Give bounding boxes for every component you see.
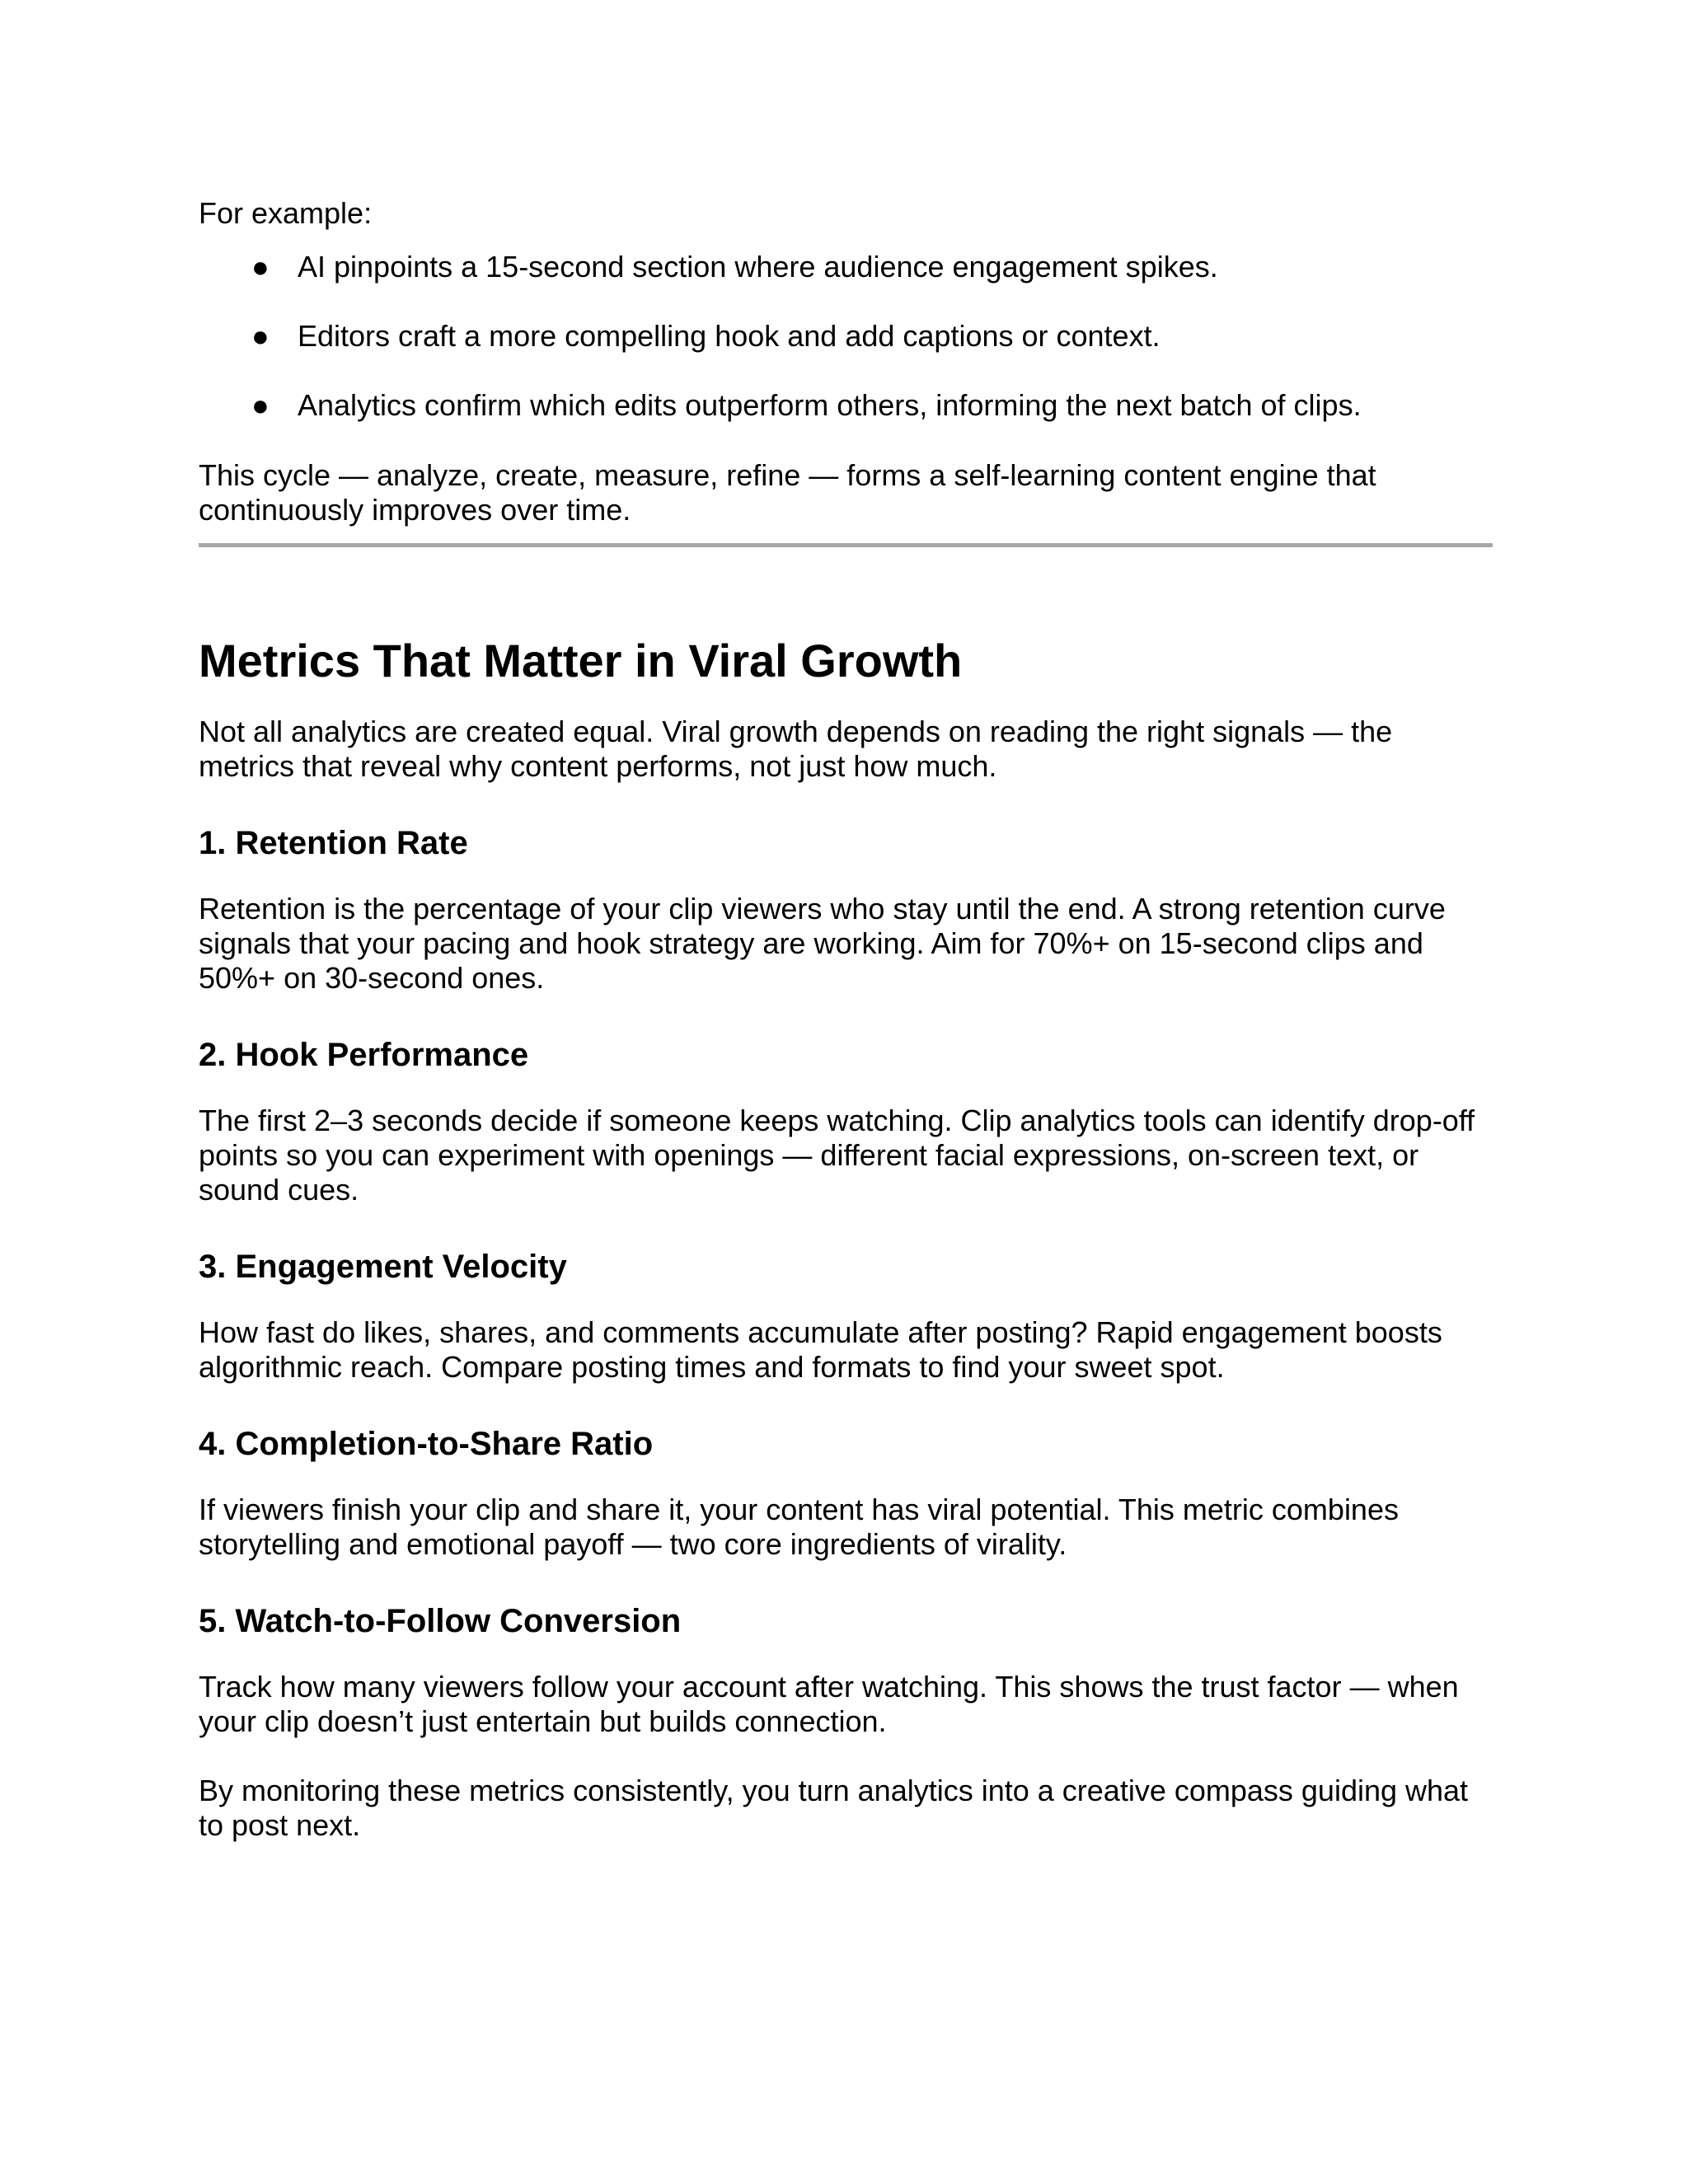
- cycle-paragraph: This cycle — analyze, create, measure, refine — forms a self-learning content engine that continuously improves over time.: [199, 458, 1376, 527]
- metric-heading-engagement-velocity: 3. Engagement Velocity: [199, 1249, 567, 1285]
- metric-text-retention-rate: Retention is the percentage of your clip viewers who stay until the end. A strong retention curve signals that your pacing and hook strategy are working. Aim for 70%+ on 15-second clips and 50%+ on 30-second ones.: [199, 892, 1446, 995]
- list-item-text: AI pinpoints a 15-second section where audience engagement spikes.: [298, 250, 1218, 284]
- example-list: [199, 250, 1493, 423]
- metric-text-engagement-velocity: How fast do likes, shares, and comments accumulate after posting? Rapid engagement boosts algorithmic reach. Compare posting times and formats to find your sweet spot.: [199, 1315, 1442, 1384]
- list-item: [199, 388, 1493, 423]
- intro-text: For example:: [199, 196, 373, 230]
- horizontal-divider: [199, 543, 1493, 547]
- list-item: [199, 250, 1493, 284]
- section-heading: Metrics That Matter in Viral Growth: [199, 635, 963, 687]
- metric-text-hook-performance: The first 2–3 seconds decide if someone keeps watching. Clip analytics tools can identify drop-off points so you can experiment with openings — different facial expressions, on-screen text, or sound cues.: [199, 1104, 1475, 1207]
- metric-heading-hook-performance: 2. Hook Performance: [199, 1037, 529, 1073]
- metric-heading-watch-to-follow: 5. Watch-to-Follow Conversion: [199, 1603, 682, 1639]
- metric-text-completion-to-share: If viewers finish your clip and share it, your content has viral potential. This metric combines storytelling and emotional payoff — two core ingredients of virality.: [199, 1493, 1399, 1561]
- bullet-icon: ●: [251, 250, 270, 284]
- list-item-text: Analytics confirm which edits outperform others, informing the next batch of clips.: [298, 388, 1362, 422]
- metric-heading-retention-rate: 1. Retention Rate: [199, 825, 468, 861]
- metric-text-watch-to-follow: Track how many viewers follow your account after watching. This shows the trust factor — when your clip doesn’t just entertain but builds connection.: [199, 1670, 1459, 1738]
- list-item-text: Editors craft a more compelling hook and add captions or context.: [298, 319, 1160, 353]
- metric-heading-completion-to-share: 4. Completion-to-Share Ratio: [199, 1426, 654, 1462]
- closing-paragraph: By monitoring these metrics consistently, you turn analytics into a creative compass guiding what to post next.: [199, 1774, 1469, 1842]
- section-lead-paragraph: Not all analytics are created equal. Viral growth depends on reading the right signals — the metrics that reveal why content performs, not just how much.: [199, 715, 1393, 783]
- bullet-icon: ●: [251, 388, 270, 422]
- list-item: [199, 319, 1493, 354]
- document-page: [199, 196, 1493, 1843]
- bullet-icon: ●: [251, 319, 270, 353]
